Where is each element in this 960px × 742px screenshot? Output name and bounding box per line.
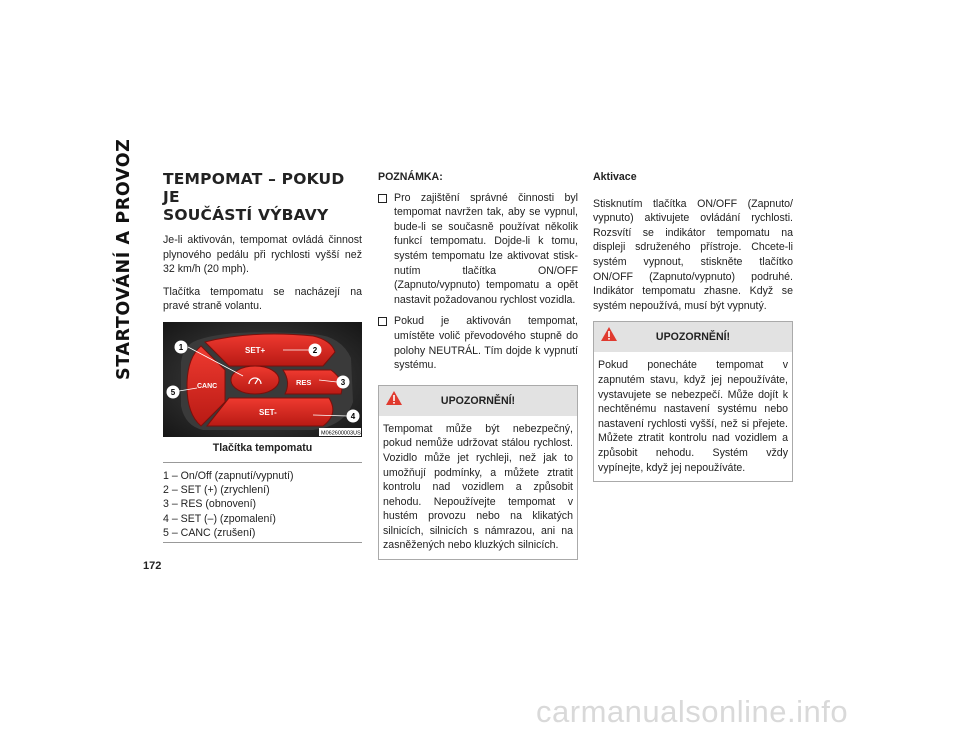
callout-5 (167, 385, 180, 398)
res-label: RES (296, 377, 312, 387)
image-code: M062600003US (321, 430, 361, 437)
warning-box (378, 385, 578, 560)
note-bullet (378, 191, 578, 308)
column-1 (163, 170, 362, 543)
note-bullet-text: Pokud je aktivován tempomat, umístěte volič převodového stupně do polohy NEUTRÁL. Tím dojde k vypnutí systému. (394, 315, 578, 372)
legend-item: 2 – SET (+) (zrychlení) (163, 483, 270, 496)
section-title-line-2: SOUČÁSTÍ VÝBAVY (163, 206, 329, 224)
svg-text:3: 3 (340, 377, 346, 387)
set-minus-label: SET- (259, 407, 277, 417)
side-title-text: STARTOVÁNÍ A PROVOZ (114, 138, 134, 380)
svg-text:4: 4 (350, 411, 356, 421)
buttons-location-paragraph: Tlačítka tempomatu se nacházejí na pravé straně volantu. (163, 285, 362, 313)
watermark: carmanualsonline.info (536, 694, 849, 729)
callout-2 (309, 343, 322, 356)
svg-text:5: 5 (170, 387, 176, 397)
warning-text: Pokud ponecháte tempomat v zapnutém stavu, když jej nepoužíváte, vystavujete se nebezpečí. Může dojít k nechtěnému nastavení systému nebo nastavení rychlosti vyšší, než si přejete. Můžete ztratit kontrolu nad vozidlem a způsobit nehodu. Systém vždy vypínejte, když jej nepoužíváte. (598, 359, 788, 474)
section-title-line-1: TEMPOMAT – POKUD JE (163, 170, 345, 206)
page-number: 172 (143, 560, 162, 572)
checkbox-bullet-icon (378, 317, 387, 326)
note-title: POZNÁMKA: (378, 171, 443, 183)
svg-text:2: 2 (312, 345, 318, 355)
res-button-shape (283, 370, 342, 394)
warning-box (593, 321, 793, 482)
legend-item: 1 – On/Off (zapnutí/vypnutí) (163, 469, 294, 482)
note-bullet (378, 314, 578, 372)
legend-item: 5 – CANC (zrušení) (163, 527, 256, 540)
checkbox-bullet-icon (378, 194, 387, 203)
legend-item: 3 – RES (obnovení) (163, 498, 257, 511)
on-off-button-shape (231, 366, 279, 394)
column-3 (593, 170, 793, 482)
figure-caption: Tlačítka tempomatu (212, 441, 313, 454)
warning-title: UPOZORNĚNÍ! (655, 331, 731, 344)
warning-header (379, 386, 577, 416)
section-title (163, 170, 362, 224)
warning-text: Tempomat může být nebezpečný, pokud nemůže udržovat stálou rychlost. Vozidlo může jet rychleji, než jak to umožňují podmínky, a můžete ztratit kontrolu nad vozidlem a způsobit nehodu. Nepoužívejte tempomat v hustém provozu nebo na klikatých silnicích, silnicích s námrazou, ani na zasněžených nebo kluzkých silnicích. (383, 422, 573, 552)
set-plus-label: SET+ (245, 345, 266, 355)
canc-label: CANC (197, 382, 218, 390)
svg-text:1: 1 (178, 342, 184, 352)
callout-1 (175, 340, 188, 353)
activation-paragraph: Stisknutím tlačítka ON/OFF (Zapnuto/ vypnuto) aktivujete ovládání rychlosti. Rozsvítí se indikátor tempomatu na displeji sdruženého přístroje. Chcete-li systém vypnout, stiskněte tlačítko ON/OFF (Zapnuto/vypnuto) podruhé. Indikátor tempomatu zhasne. Když se systém nepoužívá, musí být vypnutý. (593, 197, 793, 312)
warning-title: UPOZORNĚNÍ! (440, 394, 516, 407)
intro-paragraph: Je-li aktivován, tempomat ovládá činnost plynového pedálu při rychlosti vyšší než 32 km/h (20 mph). (163, 234, 362, 276)
figure-legend (163, 462, 362, 543)
steering-wheel-illustration (163, 322, 362, 437)
column-2 (378, 170, 578, 560)
callout-4 (347, 409, 360, 422)
note-bullet-text: Pro zajištění správné činnosti byl tempomat navržen tak, aby se vypnul, bude-li se současně používat několik funkcí tempomatu. Dojde-li k tomu, systém tempomatu lze aktivovat stisk-nutím tlačítka ON/OFF (Zapnuto/vypnuto) tempomatu a opět nastavit požadovanou rychlost vozidla. (394, 191, 578, 306)
steering-wheel-buttons-figure (163, 322, 362, 437)
legend-item: 4 – SET (–) (zpomalení) (163, 512, 276, 525)
callout-3 (337, 375, 350, 388)
activation-subheading: Aktivace (593, 171, 637, 183)
warning-header (594, 322, 792, 352)
